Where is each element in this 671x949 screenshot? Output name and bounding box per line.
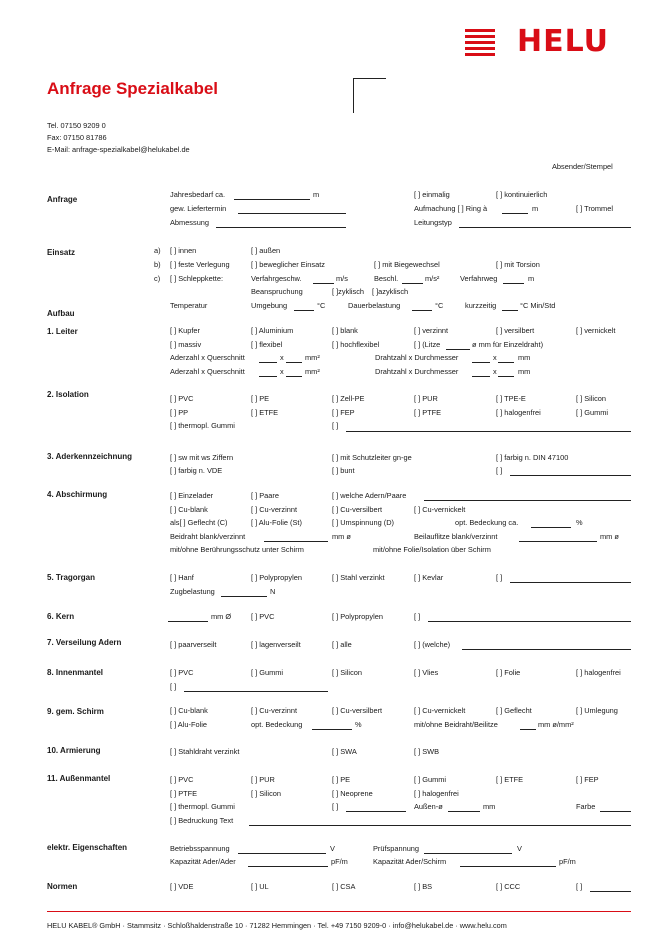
- drahtzahl-field-1b[interactable]: [498, 362, 514, 363]
- beschl-unit: m/s²: [425, 274, 440, 283]
- welche-checkbox[interactable]: [ ] (welche): [414, 640, 451, 649]
- isolation-fep-checkbox[interactable]: [ ] FEP: [332, 408, 355, 417]
- aussenmantel-pe-checkbox[interactable]: [ ] PE: [332, 775, 351, 784]
- section-tragorgan: 5. Tragorgan: [47, 573, 96, 582]
- welche-adern-field[interactable]: [424, 500, 631, 501]
- norm-vde-checkbox[interactable]: [ ] VDE: [170, 882, 194, 891]
- sw-ziffern-checkbox[interactable]: [ ] sw mit ws Ziffern: [170, 453, 234, 462]
- einsatz-c: c): [154, 274, 161, 283]
- gem-schirm-beidraht-label: mit/ohne Beidraht/Beilitze: [414, 720, 498, 729]
- helu-logo: [465, 26, 645, 60]
- dauerbelastung-label: Dauerbelastung: [348, 301, 401, 310]
- zugbelastung-unit: N: [270, 587, 276, 596]
- aderzahl-field-2a[interactable]: [259, 376, 277, 377]
- kurzzeitig-field[interactable]: [502, 310, 518, 311]
- section-innenmantel: 8. Innenmantel: [47, 668, 104, 677]
- einmalig-checkbox[interactable]: [ ] einmalig: [414, 190, 450, 199]
- paare-checkbox[interactable]: [ ] Paare: [251, 491, 279, 500]
- kap-ader-label: Kapazität Ader/Ader: [170, 857, 236, 866]
- beruehrungsschutz-label: mit/ohne Berührungsschutz unter Schirm: [170, 545, 304, 554]
- aderzahl-unit-2: mm²: [305, 367, 320, 376]
- drahtzahl-unit-1: mm: [518, 353, 531, 362]
- litze-field[interactable]: [446, 349, 470, 350]
- welche-adern-checkbox[interactable]: [ ] welche Adern/Paare: [332, 491, 407, 500]
- umspinnung-checkbox[interactable]: [ ] Umspinnung (D): [332, 518, 395, 527]
- aussendurchmesser-label: Außen-ø: [414, 802, 443, 811]
- section-abschirmung: 4. Abschirmung: [47, 490, 108, 499]
- kevlar-checkbox[interactable]: [ ] Kevlar: [414, 573, 444, 582]
- torsion-checkbox[interactable]: [ ] mit Torsion: [496, 260, 540, 269]
- isolation-zellpe-checkbox[interactable]: [ ] Zell-PE: [332, 394, 365, 403]
- azyklisch-checkbox[interactable]: [ ]azyklisch: [372, 287, 409, 296]
- footer-divider: [47, 911, 631, 912]
- tragorgan-other-checkbox[interactable]: [ ]: [496, 573, 503, 582]
- gem-schirm-umlegung-checkbox[interactable]: [ ] Umlegung: [576, 706, 618, 715]
- flexibel-checkbox[interactable]: [ ] flexibel: [251, 340, 283, 349]
- isolation-silicon-checkbox[interactable]: [ ] Silicon: [576, 394, 606, 403]
- kontinuierlich-checkbox[interactable]: [ ] kontinuierlich: [496, 190, 548, 199]
- dauerbelastung-unit: °C: [435, 301, 444, 310]
- isolation-pe-checkbox[interactable]: [ ] PE: [251, 394, 270, 403]
- drahtzahl-field-1a[interactable]: [472, 362, 490, 363]
- jahresbedarf-label: Jahresbedarf ca.: [170, 190, 226, 199]
- aussen-checkbox[interactable]: [ ] außen: [251, 246, 281, 255]
- aderkennzeichnung-other-field[interactable]: [510, 475, 631, 476]
- biegewechsel-checkbox[interactable]: [ ] mit Biegewechsel: [374, 260, 440, 269]
- gem-schirm-bedeckung-unit: %: [355, 720, 362, 729]
- aussenmantel-silicon-checkbox[interactable]: [ ] Silicon: [251, 789, 281, 798]
- din47100-checkbox[interactable]: [ ] farbig n. DIN 47100: [496, 453, 569, 462]
- schirm-cuversilbert-checkbox[interactable]: [ ] Cu-versilbert: [332, 505, 383, 514]
- schirm-cublank-checkbox[interactable]: [ ] Cu-blank: [170, 505, 208, 514]
- beidraht-field[interactable]: [264, 541, 328, 542]
- aussenmantel-other-checkbox[interactable]: [ ]: [332, 802, 339, 811]
- aderkennzeichnung-other-checkbox[interactable]: [ ]: [496, 466, 503, 475]
- kupfer-checkbox[interactable]: [ ] Kupfer: [170, 326, 200, 335]
- gem-schirm-cuversilbert-checkbox[interactable]: [ ] Cu-versilbert: [332, 706, 383, 715]
- gem-schirm-cuvernickelt-checkbox[interactable]: [ ] Cu-vernickelt: [414, 706, 466, 715]
- umgebung-unit: °C: [317, 301, 326, 310]
- aussenmantel-other-field[interactable]: [346, 811, 406, 812]
- litze-checkbox[interactable]: [ ] (Litze: [414, 340, 441, 349]
- isolation-etfe-checkbox[interactable]: [ ] ETFE: [251, 408, 279, 417]
- einsatz-b: b): [154, 260, 161, 269]
- isolation-tpee-checkbox[interactable]: [ ] TPE-E: [496, 394, 526, 403]
- gem-schirm-geflecht-checkbox[interactable]: [ ] Geflecht: [496, 706, 532, 715]
- bunt-checkbox[interactable]: [ ] bunt: [332, 466, 355, 475]
- gem-schirm-cuverzinnt-checkbox[interactable]: [ ] Cu-verzinnt: [251, 706, 298, 715]
- zugbelastung-label: Zugbelastung: [170, 587, 215, 596]
- norm-other-field[interactable]: [590, 891, 631, 892]
- lagenverseilt-checkbox[interactable]: [ ] lagenverseilt: [251, 640, 301, 649]
- norm-ccc-checkbox[interactable]: [ ] CCC: [496, 882, 521, 891]
- stahl-verzinkt-checkbox[interactable]: [ ] Stahl verzinkt: [332, 573, 385, 582]
- kap-schirm-field[interactable]: [460, 866, 556, 867]
- farbig-vde-checkbox[interactable]: [ ] farbig n. VDE: [170, 466, 223, 475]
- tragorgan-polypropylen-checkbox[interactable]: [ ] Polypropylen: [251, 573, 302, 582]
- aderzahl-unit-1: mm²: [305, 353, 320, 362]
- norm-csa-checkbox[interactable]: [ ] CSA: [332, 882, 356, 891]
- gem-schirm-alufolie-checkbox[interactable]: [ ] Alu-Folie: [170, 720, 207, 729]
- einzelader-checkbox[interactable]: [ ] Einzelader: [170, 491, 214, 500]
- kap-schirm-unit: pF/m: [559, 857, 576, 866]
- aderzahl-field-1b[interactable]: [286, 362, 302, 363]
- section-gem-schirm: 9. gem. Schirm: [47, 707, 104, 716]
- verzinnt-checkbox[interactable]: [ ] verzinnt: [414, 326, 449, 335]
- section-normen: Normen: [47, 882, 78, 891]
- norm-bs-checkbox[interactable]: [ ] BS: [414, 882, 433, 891]
- aussenmantel-ptfe-checkbox[interactable]: [ ] PTFE: [170, 789, 198, 798]
- innenmantel-pvc-checkbox[interactable]: [ ] PVC: [170, 668, 194, 677]
- pruefspannung-field[interactable]: [424, 853, 512, 854]
- bedruckung-checkbox[interactable]: [ ] Bedruckung Text: [170, 816, 234, 825]
- aderzahl-label-2: Aderzahl x Querschnitt: [170, 367, 245, 376]
- section-elektr: elektr. Eigenschaften: [47, 843, 128, 852]
- betriebsspannung-label: Betriebsspannung: [170, 844, 230, 853]
- isolation-gummi-checkbox[interactable]: [ ] Gummi: [576, 408, 609, 417]
- verfahrweg-field[interactable]: [503, 283, 524, 284]
- massiv-checkbox[interactable]: [ ] massiv: [170, 340, 202, 349]
- brand-name: HELU: [517, 24, 610, 59]
- section-verseilung: 7. Verseilung Adern: [47, 638, 122, 647]
- gem-schirm-bedeckung-field[interactable]: [312, 729, 352, 730]
- betriebsspannung-field[interactable]: [238, 853, 326, 854]
- section-einsatz: Einsatz: [47, 248, 76, 257]
- ring-unit: m: [532, 204, 539, 213]
- farbe-field[interactable]: [600, 811, 631, 812]
- stahldraht-checkbox[interactable]: [ ] Stahldraht verzinkt: [170, 747, 240, 756]
- aderzahl-x-2: x: [280, 367, 284, 376]
- innenmantel-folie-checkbox[interactable]: [ ] Folie: [496, 668, 521, 677]
- innenmantel-vlies-checkbox[interactable]: [ ] Vlies: [414, 668, 439, 677]
- verfahrgeschw-label: Verfahrgeschw.: [251, 274, 302, 283]
- liefertermin-field[interactable]: [238, 213, 346, 214]
- swb-checkbox[interactable]: [ ] SWB: [414, 747, 440, 756]
- einsatz-a: a): [154, 246, 161, 255]
- leitungstyp-label: Leitungstyp: [414, 218, 452, 227]
- isolation-halogenfrei-checkbox[interactable]: [ ] halogenfrei: [496, 408, 541, 417]
- aussenmantel-etfe-checkbox[interactable]: [ ] ETFE: [496, 775, 524, 784]
- tragorgan-other-field[interactable]: [510, 582, 631, 583]
- versilbert-checkbox[interactable]: [ ] versilbert: [496, 326, 535, 335]
- paarverseilt-checkbox[interactable]: [ ] paarverseilt: [170, 640, 217, 649]
- isolation-other-checkbox[interactable]: [ ]: [332, 421, 339, 430]
- bedeckung-unit: %: [576, 518, 583, 527]
- innenmantel-other-field[interactable]: [184, 691, 328, 692]
- kern-diameter-unit: mm Ø: [211, 612, 232, 621]
- bedeckung-field[interactable]: [531, 527, 571, 528]
- beilauflitze-field[interactable]: [519, 541, 597, 542]
- jahresbedarf-unit: m: [313, 190, 320, 199]
- aussenmantel-neoprene-checkbox[interactable]: [ ] Neoprene: [332, 789, 373, 798]
- jahresbedarf-field[interactable]: [234, 199, 310, 200]
- verfahrweg-label: Verfahrweg: [460, 274, 498, 283]
- aluminium-checkbox[interactable]: [ ] Aluminium: [251, 326, 294, 335]
- section-leiter: 1. Leiter: [47, 327, 78, 336]
- beidraht-unit: mm ø: [332, 532, 351, 541]
- verfahrgeschw-unit: m/s: [336, 274, 348, 283]
- footer-address: HELU KABEL® GmbH · Stammsitz · Schloßhaldenstraße 10 · 71282 Hemmingen · Tel. +49 7150 9209-0 · info@helukabel.de · www.helu.com: [47, 921, 507, 930]
- isolation-pp-checkbox[interactable]: [ ] PP: [170, 408, 189, 417]
- innenmantel-silicon-checkbox[interactable]: [ ] Silicon: [332, 668, 362, 677]
- drahtzahl-label-2: Drahtzahl x Durchmesser: [375, 367, 459, 376]
- innenmantel-other-checkbox[interactable]: [ ]: [170, 682, 177, 691]
- aussenmantel-pvc-checkbox[interactable]: [ ] PVC: [170, 775, 194, 784]
- bedruckung-field[interactable]: [249, 825, 631, 826]
- beilauflitze-unit: mm ø: [600, 532, 619, 541]
- section-aussenmantel: 11. Außenmantel: [47, 774, 111, 783]
- aussendurchmesser-unit: mm: [483, 802, 496, 811]
- section-armierung: 10. Armierung: [47, 746, 101, 755]
- beilauflitze-label: Beilauflitze blank/verzinnt: [414, 532, 498, 541]
- isolation-thermopl-checkbox[interactable]: [ ] thermopl. Gummi: [170, 421, 235, 430]
- temperatur-label: Temperatur: [170, 301, 208, 310]
- beanspruchung-label: Beanspruchung: [251, 287, 303, 296]
- verfahrgeschw-field[interactable]: [313, 283, 334, 284]
- pruefspannung-unit: V: [517, 844, 522, 853]
- ring-length-field[interactable]: [502, 213, 528, 214]
- drahtzahl-field-2a[interactable]: [472, 376, 490, 377]
- norm-other-checkbox[interactable]: [ ]: [576, 882, 583, 891]
- kern-other-field[interactable]: [428, 621, 631, 622]
- kap-ader-unit: pF/m: [331, 857, 348, 866]
- kap-ader-field[interactable]: [248, 866, 328, 867]
- drahtzahl-label-1: Drahtzahl x Durchmesser: [375, 353, 459, 362]
- umgebung-label: Umgebung: [251, 301, 288, 310]
- gem-schirm-beidraht-field[interactable]: [520, 729, 536, 730]
- isolation-pur-checkbox[interactable]: [ ] PUR: [414, 394, 438, 403]
- alle-checkbox[interactable]: [ ] alle: [332, 640, 352, 649]
- drahtzahl-field-2b[interactable]: [498, 376, 514, 377]
- kern-other-checkbox[interactable]: [ ]: [414, 612, 421, 621]
- dauerbelastung-field[interactable]: [412, 310, 432, 311]
- beidraht-label: Beidraht blank/verzinnt: [170, 532, 246, 541]
- liefertermin-label: gew. Liefertermin: [170, 204, 227, 213]
- kern-polypropylen-checkbox[interactable]: [ ] Polypropylen: [332, 612, 383, 621]
- gem-schirm-cublank-checkbox[interactable]: [ ] Cu-blank: [170, 706, 208, 715]
- norm-ul-checkbox[interactable]: [ ] UL: [251, 882, 269, 891]
- aussenmantel-gummi-checkbox[interactable]: [ ] Gummi: [414, 775, 447, 784]
- folie-isolation-label: mit/ohne Folie/Isolation über Schirm: [373, 545, 491, 554]
- stamp-label: Absender/Stempel: [552, 162, 613, 171]
- schirm-cuverzinnt-checkbox[interactable]: [ ] Cu-verzinnt: [251, 505, 298, 514]
- zyklisch-checkbox[interactable]: [ ]zyklisch: [332, 287, 365, 296]
- pruefspannung-label: Prüfspannung: [373, 844, 420, 853]
- innenmantel-halogenfrei-checkbox[interactable]: [ ] halogenfrei: [576, 668, 621, 677]
- welche-field[interactable]: [462, 649, 631, 650]
- page-title: Anfrage Spezialkabel: [47, 79, 219, 98]
- aussenmantel-thermopl-checkbox[interactable]: [ ] thermopl. Gummi: [170, 802, 235, 811]
- isolation-pvc-checkbox[interactable]: [ ] PVC: [170, 394, 194, 403]
- aussenmantel-fep-checkbox[interactable]: [ ] FEP: [576, 775, 599, 784]
- blank-checkbox[interactable]: [ ] blank: [332, 326, 358, 335]
- schleppkette-checkbox[interactable]: [ ] Schleppkette:: [170, 274, 223, 283]
- aderzahl-x-1: x: [280, 353, 284, 362]
- geflecht-checkbox[interactable]: als[ ] Geflecht (C): [170, 518, 228, 527]
- kern-pvc-checkbox[interactable]: [ ] PVC: [251, 612, 275, 621]
- zugbelastung-field[interactable]: [221, 596, 267, 597]
- schutzleiter-checkbox[interactable]: [ ] mit Schutzleiter gn-ge: [332, 453, 412, 462]
- innen-checkbox[interactable]: [ ] innen: [170, 246, 197, 255]
- aufmachung-ring-checkbox[interactable]: Aufmachung [ ] Ring à: [414, 204, 488, 213]
- aussendurchmesser-field[interactable]: [448, 811, 480, 812]
- section-kern: 6. Kern: [47, 612, 75, 621]
- section-anfrage: Anfrage: [47, 195, 78, 204]
- kurzzeitig-unit: °C Min/Std: [520, 301, 556, 310]
- verfahrweg-unit: m: [528, 274, 535, 283]
- drahtzahl-unit-2: mm: [518, 367, 531, 376]
- aderzahl-field-2b[interactable]: [286, 376, 302, 377]
- aderzahl-field-1a[interactable]: [259, 362, 277, 363]
- trommel-checkbox[interactable]: [ ] Trommel: [576, 204, 613, 213]
- kurzzeitig-label: kurzzeitig: [465, 301, 497, 310]
- gem-schirm-beidraht-unit: mm ø/mm²: [538, 720, 574, 729]
- kap-schirm-label: Kapazität Ader/Schirm: [373, 857, 447, 866]
- schirm-cuvernickelt-checkbox[interactable]: [ ] Cu-vernickelt: [414, 505, 466, 514]
- aussenmantel-halogenfrei-checkbox[interactable]: [ ] halogenfrei: [414, 789, 459, 798]
- isolation-other-field[interactable]: [346, 431, 631, 432]
- gem-schirm-bedeckung-label: opt. Bedeckung: [251, 720, 303, 729]
- contact-email: E-Mail: anfrage-spezialkabel@helukabel.de: [47, 145, 190, 154]
- bedeckung-label: opt. Bedeckung ca.: [455, 518, 519, 527]
- hanf-checkbox[interactable]: [ ] Hanf: [170, 573, 194, 582]
- contact-fax: Fax: 07150 81786: [47, 133, 107, 142]
- kern-diameter-field[interactable]: [168, 621, 208, 622]
- feste-verlegung-checkbox[interactable]: [ ] feste Verlegung: [170, 260, 230, 269]
- isolation-ptfe-checkbox[interactable]: [ ] PTFE: [414, 408, 442, 417]
- leitungstyp-field[interactable]: [459, 227, 631, 228]
- hochflexibel-checkbox[interactable]: [ ] hochflexibel: [332, 340, 380, 349]
- innenmantel-gummi-checkbox[interactable]: [ ] Gummi: [251, 668, 284, 677]
- stamp-corner: [353, 78, 386, 113]
- vernickelt-checkbox[interactable]: [ ] vernickelt: [576, 326, 616, 335]
- litze-suffix: ø mm für Einzeldraht): [472, 340, 544, 349]
- betriebsspannung-unit: V: [330, 844, 335, 853]
- aderzahl-label-1: Aderzahl x Querschnitt: [170, 353, 245, 362]
- abmessung-field[interactable]: [216, 227, 346, 228]
- aussenmantel-pur-checkbox[interactable]: [ ] PUR: [251, 775, 275, 784]
- farbe-label: Farbe: [576, 802, 596, 811]
- section-aderkennzeichnung: 3. Aderkennzeichnung: [47, 452, 133, 461]
- drahtzahl-x-1: x: [493, 353, 497, 362]
- section-aufbau: Aufbau: [47, 309, 75, 318]
- beschl-field[interactable]: [402, 283, 423, 284]
- drahtzahl-x-2: x: [493, 367, 497, 376]
- abmessung-label: Abmessung: [170, 218, 210, 227]
- swa-checkbox[interactable]: [ ] SWA: [332, 747, 357, 756]
- section-isolation: 2. Isolation: [47, 390, 89, 399]
- alufolie-checkbox[interactable]: [ ] Alu-Folie (St): [251, 518, 302, 527]
- beweglich-checkbox[interactable]: [ ] beweglicher Einsatz: [251, 260, 325, 269]
- beschl-label: Beschl.: [374, 274, 399, 283]
- umgebung-field[interactable]: [294, 310, 314, 311]
- contact-tel: Tel. 07150 9209 0: [47, 121, 106, 130]
